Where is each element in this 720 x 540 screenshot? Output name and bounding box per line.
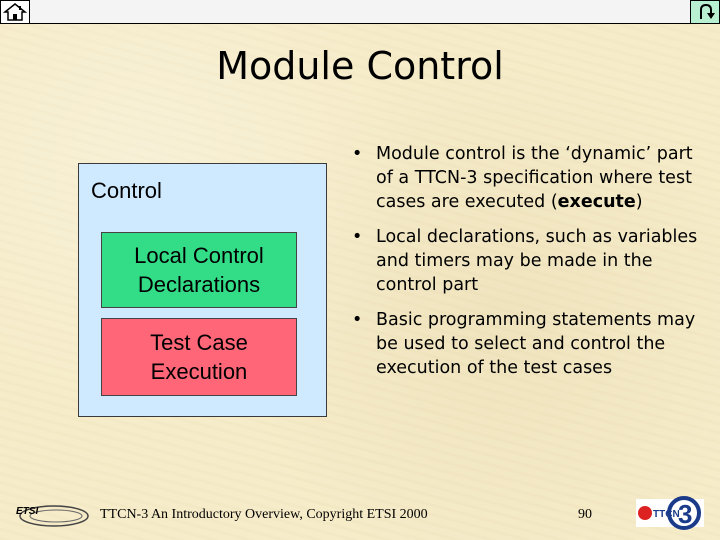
home-button[interactable]: [0, 0, 30, 24]
local-control-declarations-box: [101, 232, 297, 308]
bullet-item: [350, 225, 700, 297]
navigation-bar: [0, 0, 720, 24]
test-case-execution-box: [101, 318, 297, 396]
bullet-dot: •: [352, 310, 363, 330]
svg-text:TTCN: TTCN: [653, 509, 680, 520]
bullet-text: Module control is the ‘dynamic’ part of a TTCN-3 specification where test cases are executed (: [376, 144, 693, 212]
slide-title: Module Control: [216, 44, 504, 88]
footer-text: TTCN-3 An Introductory Overview, Copyright ETSI 2000: [100, 507, 428, 522]
bullet-text: Basic programming statements may be used to select and control the execution of the test cases: [376, 310, 696, 378]
control-label: Control: [91, 178, 162, 203]
test-box-line1: Test Case: [150, 330, 248, 355]
return-button[interactable]: [690, 0, 720, 24]
home-icon: [3, 2, 27, 22]
svg-text:3: 3: [678, 499, 693, 529]
svg-text:ETSI: ETSI: [16, 506, 39, 517]
bullet-item: [350, 308, 700, 380]
bullet-dot: •: [352, 227, 363, 247]
page-number: 90: [578, 507, 592, 522]
ttcn-logo: [636, 495, 704, 535]
bullet-bold-text: execute: [557, 192, 636, 212]
bullet-text: Local declarations, such as variables and timers may be made in the control part: [376, 227, 698, 295]
return-icon: [694, 2, 716, 22]
bullet-list: [350, 142, 700, 391]
test-box-line2: Execution: [150, 359, 248, 384]
bullet-item: [350, 142, 700, 214]
bullet-text-end: ): [635, 192, 643, 212]
local-box-line2: Declarations: [137, 272, 261, 297]
local-box-line1: Local Control: [134, 243, 264, 268]
bullet-dot: •: [352, 144, 363, 164]
etsi-logo: [10, 500, 92, 534]
